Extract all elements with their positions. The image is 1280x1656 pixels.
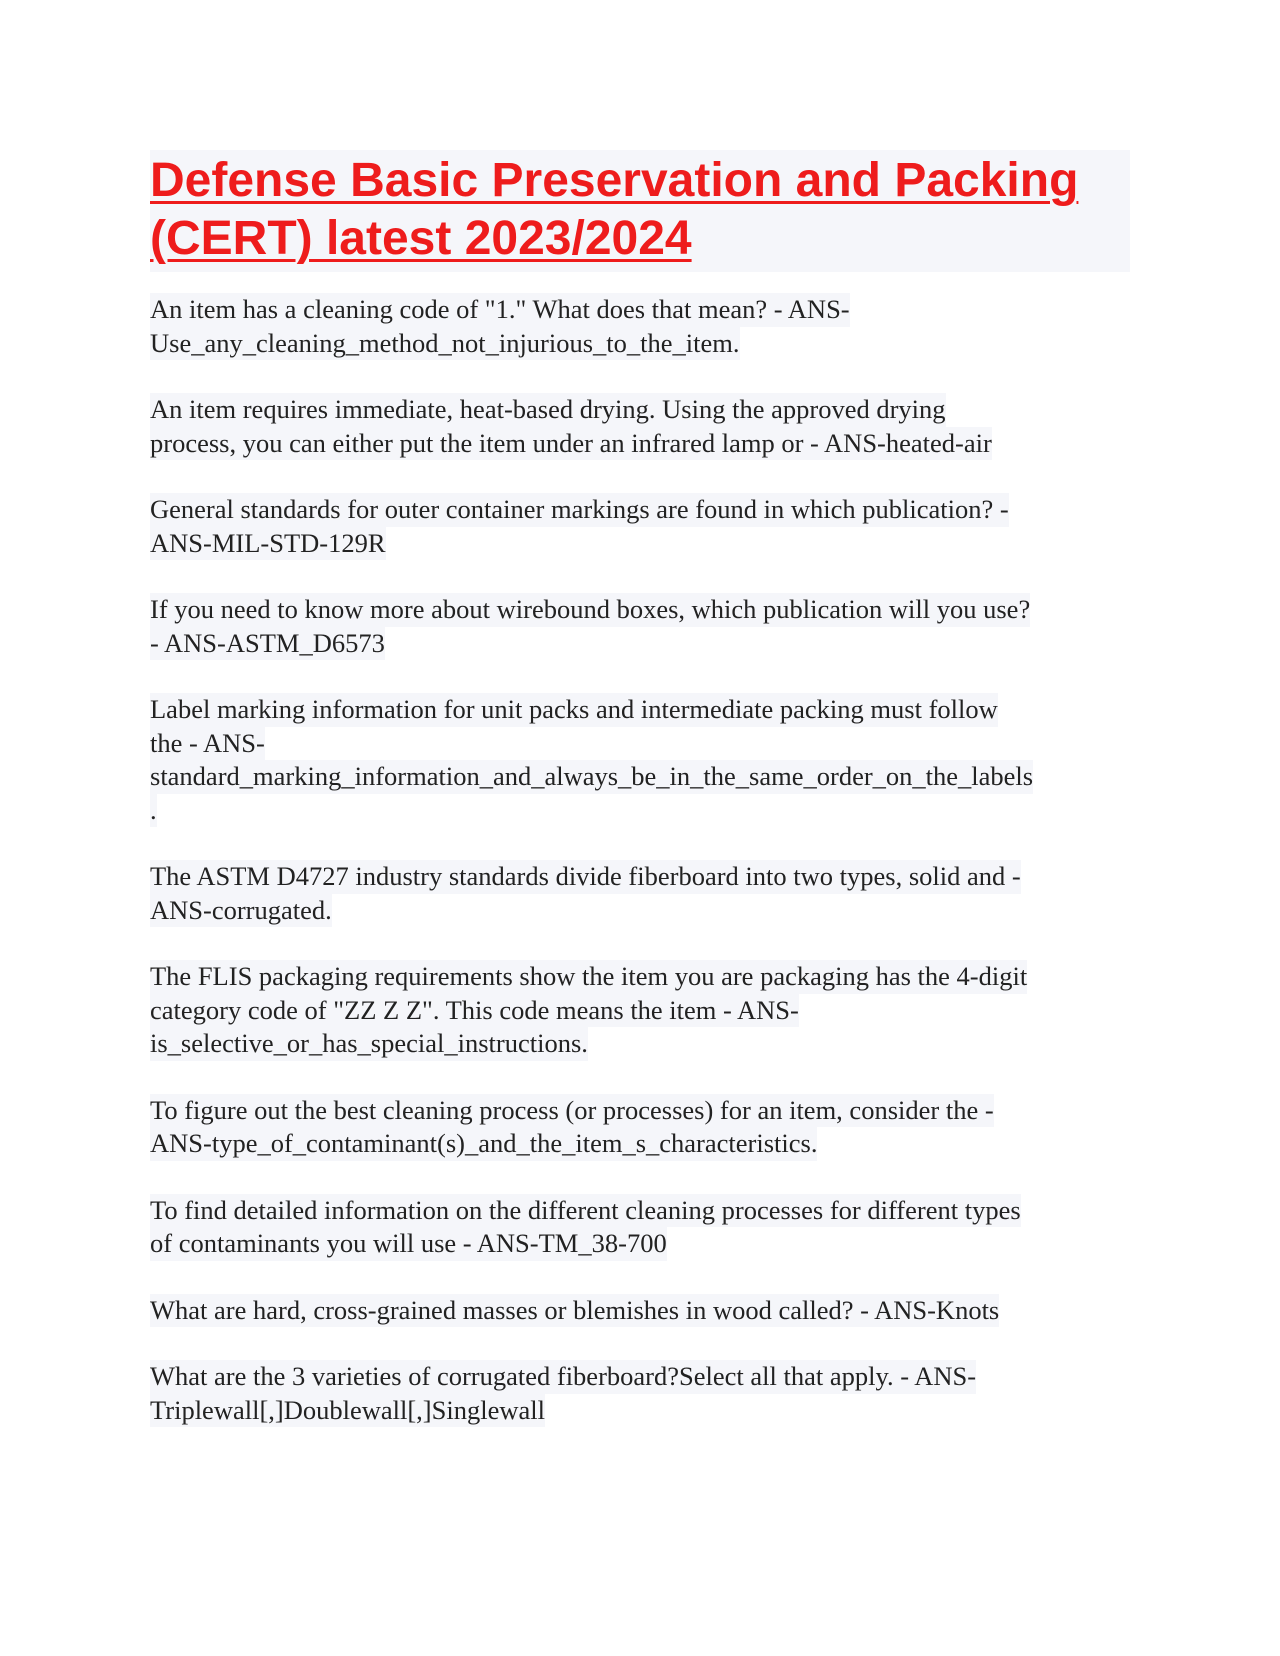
qa-item-6 — [150, 860, 1140, 927]
qa-line: To figure out the best cleaning process (or processes) for an item, consider the - — [150, 1094, 994, 1128]
qa-line: Use_any_cleaning_method_not_injurious_to_the_item. — [150, 327, 740, 361]
title-line-2: (CERT) latest 2023/2024 — [150, 212, 692, 265]
qa-line: Label marking information for unit packs and intermediate packing must follow — [150, 693, 998, 727]
qa-line: standard_marking_information_and_always_be_in_the_same_order_on_the_labels — [150, 760, 1033, 794]
qa-item-10 — [150, 1294, 1140, 1328]
qa-item-5 — [150, 693, 1140, 827]
qa-list — [150, 293, 1140, 1460]
document-title — [150, 150, 1130, 272]
qa-item-7 — [150, 960, 1140, 1061]
qa-line: - ANS-ASTM_D6573 — [150, 627, 385, 661]
qa-line: of contaminants you will use - ANS-TM_38-700 — [150, 1227, 667, 1261]
qa-line: General standards for outer container markings are found in which publication? - — [150, 493, 1009, 527]
qa-line: ANS-MIL-STD-129R — [150, 527, 386, 561]
qa-line: An item has a cleaning code of "1." What does that mean? - ANS- — [150, 293, 850, 327]
qa-line: If you need to know more about wirebound boxes, which publication will you use? — [150, 593, 1030, 627]
qa-item-8 — [150, 1094, 1140, 1161]
qa-line: To find detailed information on the different cleaning processes for different types — [150, 1194, 1021, 1228]
qa-line: ANS-type_of_contaminant(s)_and_the_item_s_characteristics. — [150, 1127, 817, 1161]
title-line-1: Defense Basic Preservation and Packing — [150, 154, 1079, 207]
qa-item-9 — [150, 1194, 1140, 1261]
qa-line: The ASTM D4727 industry standards divide fiberboard into two types, solid and - — [150, 860, 1021, 894]
qa-line: category code of "ZZ Z Z". This code means the item - ANS- — [150, 994, 799, 1028]
qa-line: is_selective_or_has_special_instructions. — [150, 1027, 588, 1061]
qa-line: What are hard, cross-grained masses or blemishes in wood called? - ANS-Knots — [150, 1294, 999, 1328]
qa-line: An item requires immediate, heat-based drying. Using the approved drying — [150, 393, 946, 427]
qa-item-4 — [150, 593, 1140, 660]
qa-line: . — [150, 794, 157, 828]
qa-line: process, you can either put the item under an infrared lamp or - ANS-heated-air — [150, 427, 992, 461]
qa-item-1 — [150, 293, 1140, 360]
qa-line: the - ANS- — [150, 727, 265, 761]
qa-item-3 — [150, 493, 1140, 560]
qa-line: Triplewall[,]Doublewall[,]Singlewall — [150, 1394, 545, 1428]
qa-item-2 — [150, 393, 1140, 460]
qa-line: The FLIS packaging requirements show the item you are packaging has the 4-digit — [150, 960, 1027, 994]
qa-line: What are the 3 varieties of corrugated fiberboard?Select all that apply. - ANS- — [150, 1360, 976, 1394]
qa-item-11 — [150, 1360, 1140, 1427]
qa-line: ANS-corrugated. — [150, 894, 332, 928]
